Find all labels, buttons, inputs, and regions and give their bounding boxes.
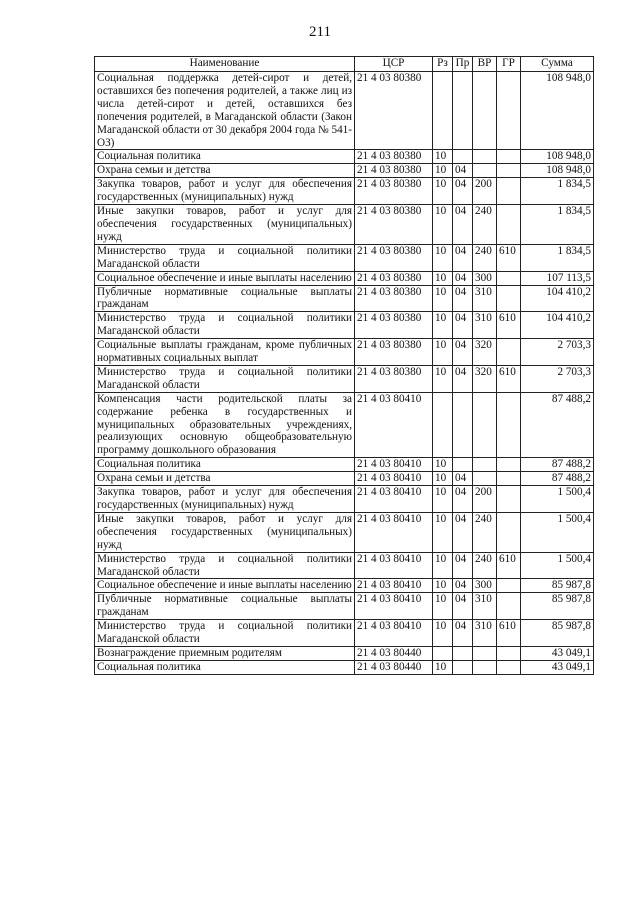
csr-cell: 21 4 03 80410 xyxy=(355,593,433,620)
vr-cell xyxy=(473,646,497,660)
table-row xyxy=(95,620,594,647)
vr-cell xyxy=(473,164,497,178)
gr-cell: 610 xyxy=(497,312,521,339)
name-cell: Министерство труда и социальной политики Магаданской области xyxy=(95,552,355,579)
pr-cell: 04 xyxy=(453,285,473,312)
csr-cell: 21 4 03 80410 xyxy=(355,579,433,593)
gr-cell xyxy=(497,285,521,312)
rz-cell: 10 xyxy=(433,285,453,312)
csr-cell: 21 4 03 80440 xyxy=(355,660,433,674)
vr-cell: 200 xyxy=(473,178,497,205)
sum-cell: 107 113,5 xyxy=(521,271,594,285)
sum-cell: 1 500,4 xyxy=(521,552,594,579)
vr-cell xyxy=(473,150,497,164)
sum-cell: 43 049,1 xyxy=(521,646,594,660)
csr-cell: 21 4 03 80380 xyxy=(355,285,433,312)
vr-cell: 200 xyxy=(473,486,497,513)
rz-cell xyxy=(433,392,453,458)
vr-cell: 310 xyxy=(473,312,497,339)
column-header-vr: ВР xyxy=(473,57,497,72)
rz-cell: 10 xyxy=(433,178,453,205)
pr-cell xyxy=(453,458,473,472)
pr-cell xyxy=(453,392,473,458)
gr-cell xyxy=(497,271,521,285)
gr-cell xyxy=(497,593,521,620)
rz-cell: 10 xyxy=(433,365,453,392)
csr-cell: 21 4 03 80380 xyxy=(355,271,433,285)
pr-cell xyxy=(453,660,473,674)
table-row xyxy=(95,72,594,150)
table-row xyxy=(95,164,594,178)
gr-cell xyxy=(497,472,521,486)
name-cell: Компенсация части родительской платы за содержание ребенка в государственных и муниципальных образовательных учреждениях, реализующих основную общеобразовательную программу дошкольного образования xyxy=(95,392,355,458)
table-row xyxy=(95,150,594,164)
pr-cell: 04 xyxy=(453,312,473,339)
table-row xyxy=(95,458,594,472)
gr-cell xyxy=(497,579,521,593)
vr-cell xyxy=(473,72,497,150)
pr-cell xyxy=(453,646,473,660)
vr-cell xyxy=(473,660,497,674)
csr-cell: 21 4 03 80380 xyxy=(355,205,433,245)
csr-cell: 21 4 03 80380 xyxy=(355,244,433,271)
gr-cell xyxy=(497,150,521,164)
vr-cell: 240 xyxy=(473,244,497,271)
pr-cell: 04 xyxy=(453,339,473,366)
gr-cell xyxy=(497,392,521,458)
pr-cell: 04 xyxy=(453,205,473,245)
column-header-rz: Рз xyxy=(433,57,453,72)
table-row xyxy=(95,579,594,593)
sum-cell: 85 987,8 xyxy=(521,593,594,620)
name-cell: Публичные нормативные социальные выплаты гражданам xyxy=(95,285,355,312)
name-cell: Закупка товаров, работ и услуг для обеспечения государственных (муниципальных) нужд xyxy=(95,486,355,513)
gr-cell xyxy=(497,458,521,472)
name-cell: Охрана семьи и детства xyxy=(95,472,355,486)
table-row xyxy=(95,312,594,339)
table-row xyxy=(95,660,594,674)
csr-cell: 21 4 03 80380 xyxy=(355,178,433,205)
name-cell: Иные закупки товаров, работ и услуг для обеспечения государственных (муниципальных) нужд xyxy=(95,205,355,245)
name-cell: Охрана семьи и детства xyxy=(95,164,355,178)
name-cell: Социальная политика xyxy=(95,150,355,164)
pr-cell: 04 xyxy=(453,178,473,205)
vr-cell: 310 xyxy=(473,593,497,620)
table-row xyxy=(95,486,594,513)
rz-cell xyxy=(433,646,453,660)
rz-cell: 10 xyxy=(433,579,453,593)
csr-cell: 21 4 03 80380 xyxy=(355,150,433,164)
vr-cell: 310 xyxy=(473,620,497,647)
rz-cell: 10 xyxy=(433,312,453,339)
csr-cell: 21 4 03 80410 xyxy=(355,458,433,472)
gr-cell xyxy=(497,660,521,674)
sum-cell: 87 488,2 xyxy=(521,472,594,486)
vr-cell xyxy=(473,458,497,472)
rz-cell: 10 xyxy=(433,486,453,513)
rz-cell: 10 xyxy=(433,244,453,271)
rz-cell: 10 xyxy=(433,512,453,552)
table-row xyxy=(95,205,594,245)
rz-cell: 10 xyxy=(433,552,453,579)
vr-cell: 240 xyxy=(473,205,497,245)
sum-cell: 1 500,4 xyxy=(521,512,594,552)
vr-cell: 310 xyxy=(473,285,497,312)
rz-cell: 10 xyxy=(433,458,453,472)
column-header-gr: ГР xyxy=(497,57,521,72)
column-header-name: Наименование xyxy=(95,57,355,72)
name-cell: Социальная политика xyxy=(95,458,355,472)
vr-cell: 320 xyxy=(473,365,497,392)
gr-cell: 610 xyxy=(497,365,521,392)
csr-cell: 21 4 03 80410 xyxy=(355,472,433,486)
name-cell: Министерство труда и социальной политики Магаданской области xyxy=(95,312,355,339)
pr-cell: 04 xyxy=(453,164,473,178)
pr-cell: 04 xyxy=(453,244,473,271)
csr-cell: 21 4 03 80410 xyxy=(355,486,433,513)
rz-cell: 10 xyxy=(433,339,453,366)
gr-cell xyxy=(497,646,521,660)
pr-cell: 04 xyxy=(453,620,473,647)
sum-cell: 2 703,3 xyxy=(521,365,594,392)
csr-cell: 21 4 03 80410 xyxy=(355,552,433,579)
name-cell: Министерство труда и социальной политики Магаданской области xyxy=(95,365,355,392)
column-header-pr: Пр xyxy=(453,57,473,72)
table-header-row xyxy=(95,57,594,72)
rz-cell: 10 xyxy=(433,271,453,285)
csr-cell: 21 4 03 80380 xyxy=(355,164,433,178)
csr-cell: 21 4 03 80380 xyxy=(355,312,433,339)
gr-cell xyxy=(497,486,521,513)
table-row xyxy=(95,285,594,312)
name-cell: Иные закупки товаров, работ и услуг для обеспечения государственных (муниципальных) нужд xyxy=(95,512,355,552)
sum-cell: 85 987,8 xyxy=(521,579,594,593)
gr-cell xyxy=(497,164,521,178)
pr-cell: 04 xyxy=(453,593,473,620)
gr-cell xyxy=(497,72,521,150)
gr-cell xyxy=(497,205,521,245)
pr-cell xyxy=(453,72,473,150)
pr-cell: 04 xyxy=(453,486,473,513)
csr-cell: 21 4 03 80410 xyxy=(355,392,433,458)
table-row xyxy=(95,472,594,486)
name-cell: Министерство труда и социальной политики Магаданской области xyxy=(95,244,355,271)
sum-cell: 87 488,2 xyxy=(521,392,594,458)
table-row xyxy=(95,365,594,392)
rz-cell: 10 xyxy=(433,164,453,178)
vr-cell xyxy=(473,472,497,486)
table-row xyxy=(95,392,594,458)
budget-table xyxy=(94,56,594,675)
name-cell: Закупка товаров, работ и услуг для обеспечения государственных (муниципальных) нужд xyxy=(95,178,355,205)
vr-cell xyxy=(473,392,497,458)
gr-cell: 610 xyxy=(497,620,521,647)
gr-cell xyxy=(497,339,521,366)
table-row xyxy=(95,339,594,366)
csr-cell: 21 4 03 80440 xyxy=(355,646,433,660)
vr-cell: 240 xyxy=(473,512,497,552)
sum-cell: 108 948,0 xyxy=(521,150,594,164)
pr-cell: 04 xyxy=(453,579,473,593)
sum-cell: 87 488,2 xyxy=(521,458,594,472)
name-cell: Министерство труда и социальной политики Магаданской области xyxy=(95,620,355,647)
name-cell: Социальная поддержка детей-сирот и детей, оставшихся без попечения родителей, а также лиц из числа детей-сирот и детей, оставшихся без попечения родителей, в Магаданской области (Закон Магаданской области от 30 декабря 2004 года № 541-ОЗ) xyxy=(95,72,355,150)
table-body xyxy=(95,72,594,675)
table-row xyxy=(95,512,594,552)
csr-cell: 21 4 03 80410 xyxy=(355,512,433,552)
page-number: 211 xyxy=(309,24,331,40)
pr-cell: 04 xyxy=(453,512,473,552)
sum-cell: 1 500,4 xyxy=(521,486,594,513)
name-cell: Социальное обеспечение и иные выплаты населению xyxy=(95,271,355,285)
sum-cell: 1 834,5 xyxy=(521,205,594,245)
pr-cell: 04 xyxy=(453,271,473,285)
sum-cell: 108 948,0 xyxy=(521,72,594,150)
sum-cell: 43 049,1 xyxy=(521,660,594,674)
table-row xyxy=(95,593,594,620)
vr-cell: 300 xyxy=(473,271,497,285)
table-row xyxy=(95,244,594,271)
name-cell: Социальные выплаты гражданам, кроме публичных нормативных социальных выплат xyxy=(95,339,355,366)
gr-cell xyxy=(497,178,521,205)
table-row xyxy=(95,271,594,285)
pr-cell: 04 xyxy=(453,552,473,579)
csr-cell: 21 4 03 80380 xyxy=(355,72,433,150)
sum-cell: 1 834,5 xyxy=(521,244,594,271)
column-header-sum: Сумма xyxy=(521,57,594,72)
table-row xyxy=(95,178,594,205)
sum-cell: 1 834,5 xyxy=(521,178,594,205)
gr-cell xyxy=(497,512,521,552)
name-cell: Публичные нормативные социальные выплаты гражданам xyxy=(95,593,355,620)
vr-cell: 320 xyxy=(473,339,497,366)
pr-cell xyxy=(453,150,473,164)
table-row xyxy=(95,552,594,579)
sum-cell: 104 410,2 xyxy=(521,312,594,339)
sum-cell: 108 948,0 xyxy=(521,164,594,178)
rz-cell: 10 xyxy=(433,620,453,647)
sum-cell: 85 987,8 xyxy=(521,620,594,647)
name-cell: Социальная политика xyxy=(95,660,355,674)
sum-cell: 2 703,3 xyxy=(521,339,594,366)
csr-cell: 21 4 03 80380 xyxy=(355,365,433,392)
gr-cell: 610 xyxy=(497,244,521,271)
rz-cell: 10 xyxy=(433,150,453,164)
vr-cell: 300 xyxy=(473,579,497,593)
vr-cell: 240 xyxy=(473,552,497,579)
table-row xyxy=(95,646,594,660)
rz-cell xyxy=(433,72,453,150)
csr-cell: 21 4 03 80380 xyxy=(355,339,433,366)
name-cell: Социальное обеспечение и иные выплаты населению xyxy=(95,579,355,593)
name-cell: Вознаграждение приемным родителям xyxy=(95,646,355,660)
gr-cell: 610 xyxy=(497,552,521,579)
rz-cell: 10 xyxy=(433,593,453,620)
rz-cell: 10 xyxy=(433,205,453,245)
rz-cell: 10 xyxy=(433,660,453,674)
sum-cell: 104 410,2 xyxy=(521,285,594,312)
csr-cell: 21 4 03 80410 xyxy=(355,620,433,647)
pr-cell: 04 xyxy=(453,472,473,486)
pr-cell: 04 xyxy=(453,365,473,392)
rz-cell: 10 xyxy=(433,472,453,486)
column-header-csr: ЦСР xyxy=(355,57,433,72)
